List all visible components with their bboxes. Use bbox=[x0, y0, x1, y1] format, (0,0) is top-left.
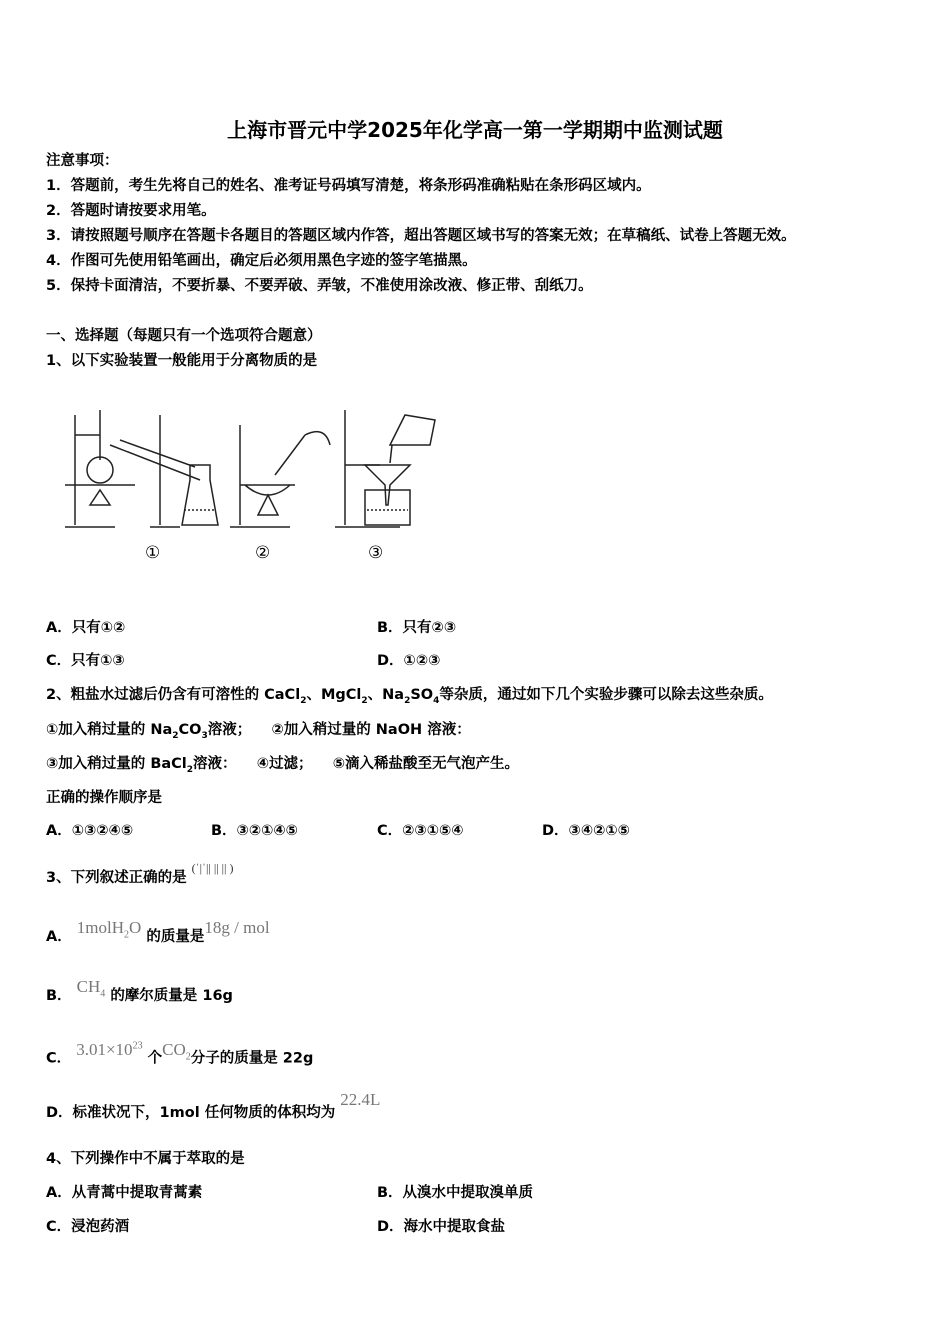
q4-option-c[interactable]: C．浸泡药酒 bbox=[46, 1219, 130, 1235]
t: ①加入稍过量的 Na bbox=[46, 722, 173, 738]
t: CO bbox=[162, 1039, 186, 1059]
t: 溶液： bbox=[193, 756, 237, 772]
t: 23 bbox=[132, 1040, 143, 1051]
q1-option-c[interactable]: C．只有①③ bbox=[46, 653, 125, 669]
q2-ask: 正确的操作顺序是 bbox=[46, 790, 162, 806]
t: CO bbox=[178, 722, 202, 738]
t: 3 bbox=[201, 730, 208, 741]
note-item: 1．答题前，考生先将自己的姓名、准考证号码填写清楚，将条形码准确粘贴在条形码区域内。 bbox=[46, 178, 651, 194]
t: A． bbox=[46, 929, 72, 945]
t: B． bbox=[46, 988, 72, 1004]
q3-stem bbox=[46, 861, 234, 887]
t: 4 bbox=[100, 988, 106, 1000]
q4-option-b[interactable]: B．从溴水中提取溴单质 bbox=[377, 1185, 534, 1201]
q2-steps-line1 bbox=[46, 721, 471, 745]
q4-stem: 4、下列操作中不属于萃取的是 bbox=[46, 1151, 245, 1167]
q4-option-d[interactable]: D．海水中提取食盐 bbox=[377, 1219, 506, 1235]
q1-stem: 1、以下实验装置一般能用于分离物质的是 bbox=[46, 353, 318, 369]
q2-option-a[interactable]: A．①③②④⑤ bbox=[46, 823, 134, 839]
t: 2 bbox=[404, 695, 411, 706]
t: 1molH bbox=[76, 918, 125, 937]
t: 3.01×10 bbox=[76, 1039, 133, 1059]
t: ③加入稍过量的 BaCl bbox=[46, 756, 187, 772]
formula: 22.4L bbox=[340, 1090, 381, 1109]
note-item: 5．保持卡面清洁，不要折暴、不要弄破、弄皱，不准使用涂改液、修正带、刮纸刀。 bbox=[46, 278, 593, 294]
figure-label-2: ② bbox=[255, 543, 271, 563]
formula: 18g / mol bbox=[204, 918, 270, 937]
t: 2 bbox=[185, 1051, 191, 1063]
t: 溶液； bbox=[207, 722, 252, 738]
section-heading: 一、选择题（每题只有一个选项符合题意） bbox=[46, 328, 322, 344]
t: 2 bbox=[300, 695, 307, 706]
q3-option-b[interactable] bbox=[46, 977, 233, 1011]
answer-paren: (ˈ|ˈ|| || || ) bbox=[191, 861, 234, 875]
t: 4 bbox=[433, 695, 440, 706]
q3-option-d[interactable] bbox=[46, 1090, 381, 1122]
q2-steps-line2 bbox=[46, 755, 519, 779]
t: CH bbox=[76, 977, 101, 996]
note-item: 2．答题时请按要求用笔。 bbox=[46, 203, 216, 219]
t: ⑤滴入稀盐酸至无气泡产生。 bbox=[332, 756, 520, 772]
t: 分子的质量是 22g bbox=[190, 1050, 314, 1067]
apparatus-figure bbox=[60, 405, 445, 535]
q1-option-a[interactable]: A．只有①② bbox=[46, 620, 126, 636]
q2-stem bbox=[46, 686, 773, 710]
q1-option-d[interactable]: D．①②③ bbox=[377, 653, 441, 669]
t: O bbox=[129, 918, 142, 937]
t: ②加入稍过量的 NaOH 溶液： bbox=[271, 722, 471, 738]
formula bbox=[76, 977, 106, 1000]
t: 3、下列叙述正确的是 bbox=[46, 870, 187, 886]
t: 的质量是 bbox=[146, 929, 205, 945]
t: 2、粗盐水过滤后仍含有可溶性的 CaCl bbox=[46, 687, 301, 703]
filtration-apparatus bbox=[335, 410, 435, 527]
q3-option-c[interactable] bbox=[46, 1039, 314, 1074]
t: 2 bbox=[172, 730, 179, 741]
t: 等杂质，通过如下几个实验步骤可以除去这些杂质。 bbox=[439, 687, 773, 703]
t: 2 bbox=[186, 764, 194, 775]
t: 、Na bbox=[367, 687, 405, 703]
formula bbox=[162, 1039, 191, 1063]
q4-option-a[interactable]: A．从青蒿中提取青蒿素 bbox=[46, 1185, 203, 1201]
t: ④过滤； bbox=[256, 756, 313, 772]
formula bbox=[76, 918, 142, 941]
q2-option-c[interactable]: C．②③①⑤④ bbox=[377, 823, 464, 839]
t: 、MgCl bbox=[306, 687, 362, 703]
t: 2 bbox=[361, 695, 368, 706]
q2-option-d[interactable]: D．③④②①⑤ bbox=[542, 823, 630, 839]
t: C． bbox=[46, 1050, 72, 1067]
figure-label-1: ① bbox=[145, 543, 161, 563]
t: 的摩尔质量是 16g bbox=[110, 988, 233, 1004]
q2-option-b[interactable]: B．③②①④⑤ bbox=[211, 823, 298, 839]
evaporation-apparatus bbox=[230, 425, 330, 527]
note-item: 4．作图可先使用铅笔画出，确定后必须用黑色字迹的签字笔描黑。 bbox=[46, 253, 477, 269]
page-title: 上海市晋元中学2025年化学高一第一学期期中监测试题 bbox=[227, 118, 723, 142]
notes-heading: 注意事项： bbox=[46, 153, 119, 169]
formula bbox=[76, 1040, 142, 1059]
q3-option-a[interactable] bbox=[46, 918, 270, 952]
t: 个 bbox=[147, 1050, 163, 1067]
t: D．标准状况下，1mol 任何物质的体积均为 bbox=[46, 1105, 336, 1121]
distillation-apparatus bbox=[65, 410, 218, 527]
t: 2 bbox=[124, 929, 130, 941]
t: SO bbox=[410, 687, 434, 703]
q1-option-b[interactable]: B．只有②③ bbox=[377, 620, 457, 636]
note-item: 3．请按照题号顺序在答题卡各题目的答题区域内作答，超出答题区域书写的答案无效；在草稿纸、试卷上答题无效。 bbox=[46, 228, 796, 244]
figure-label-3: ③ bbox=[368, 543, 384, 563]
